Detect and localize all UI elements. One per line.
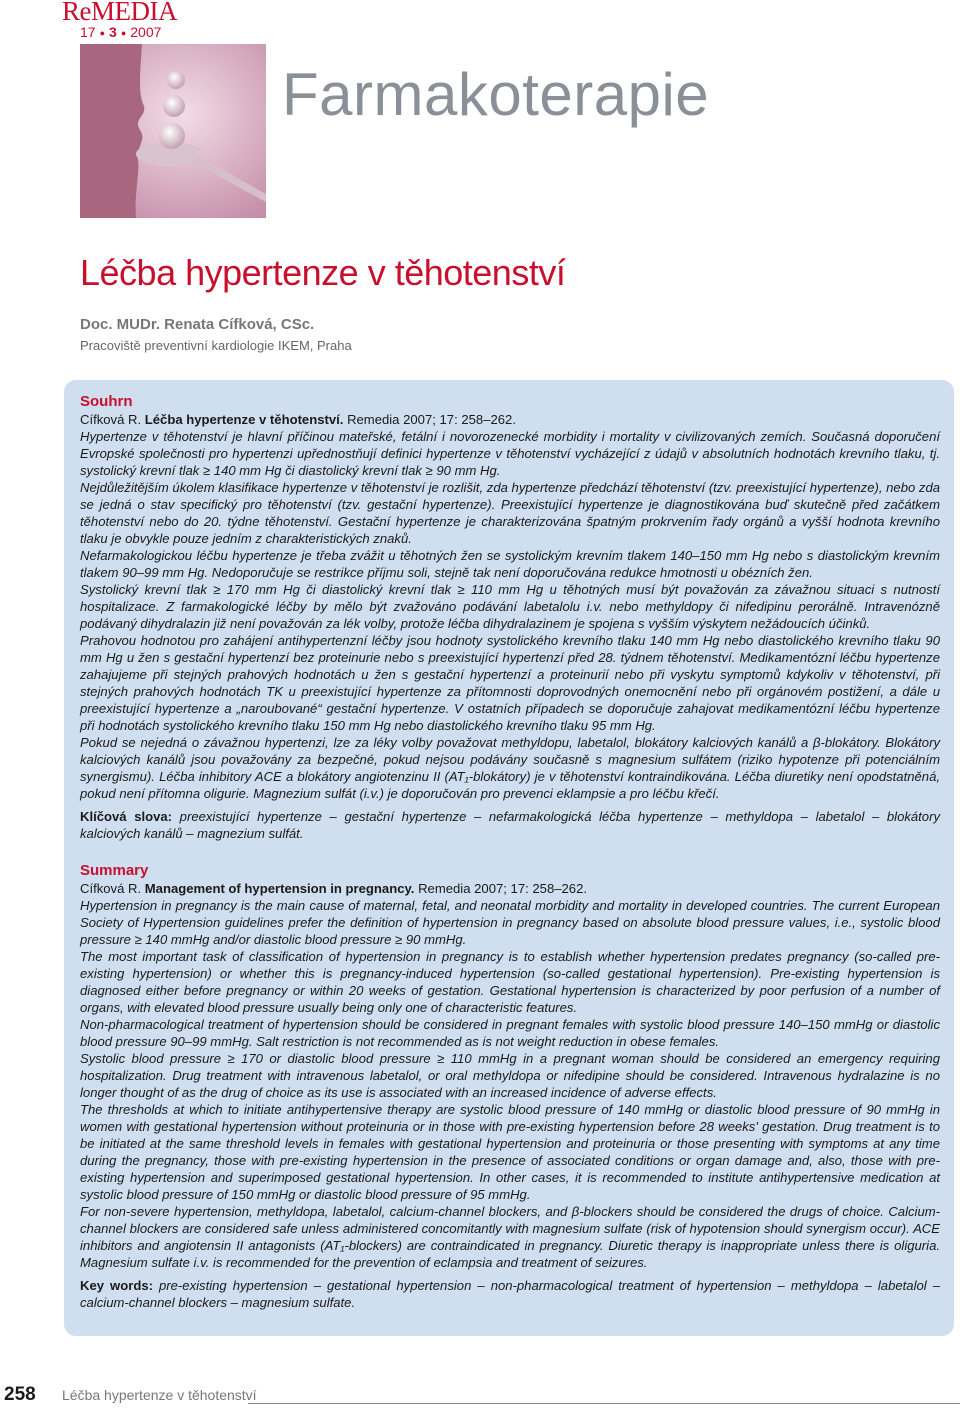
souhrn-citation (80, 411, 940, 428)
issue-number: 3 (109, 24, 117, 40)
summary-paragraph: Systolic blood pressure ≥ 170 or diastolic blood pressure ≥ 110 mmHg in a pregnant woman should be considered an emergency requiring hospitalization. Drug treatment with intravenous labetalol, or oral methyldopa or nifedipine should be considered. Intravenous hydralazine is no longer thought of as the drug of choice as its use is associated with an increased incidence of adverse effects. (80, 1051, 940, 1100)
summary-paragraph: The most important task of classification of hypertension in pregnancy is to establish whether hypertension predates pregnancy (so-called pre-existing hypertension) or whether this is pregnancy-induced hypertension (so-called gestational hypertension). Pre-existing hypertension is diagnosed either before pregnancy or within 20 weeks of gestation. Gestational hypertension is characterized by poor perfusion of a number of organs, with elevated blood pressure usually being only one of characteristic features. (80, 949, 940, 1015)
author-name: Doc. MUDr. Renata Cífková, CSc. (80, 316, 315, 333)
souhrn-paragraph: Prahovou hodnotou pro zahájení antihypertenzní léčby jsou hodnoty systolického krevního tlaku 140 mm Hg nebo diastolického krevního tlaku 90 mm Hg u žen s gestační hypertenzí bez proteinurie nebo s preexistující hypertenzí před 28. týdnem těhotenství. Medikamentózní léčbu hypertenze zahajujeme při stejných prahových hodnotách u žen s gestační hypertenzí a proteinurií nebo při vyskytu symptomů kdykoliv v těhotenství, při stejných prahových hodnotách TK u preexistující hypertenze za přítomnosti doprovodných onemocnění nebo při orgánovém postižení, a dále u preexistující hypertenze a „naroubované“ gestační hypertenze. V ostatních případech se doporučuje zahajovat medikamentózní léčbu hypertenze při hodnotách systolického krevního tlaku 150 mm Hg nebo diastolického krevního tlaku 95 mm Hg. (80, 633, 940, 733)
souhrn-paragraph: Nefarmakologickou léčbu hypertenze je třeba zvážit u těhotných žen se systolickým krevním tlakem 140–150 mm Hg nebo s diastolickým krevním tlakem 90–99 mm Hg. Nedoporučuje se restrikce příjmu soli, stejně tak není doporučována redukce hmotnosti u obézních žen. (80, 548, 940, 580)
souhrn-paragraph: Nejdůležitějším úkolem klasifikace hypertenze v těhotenství je rozlišit, zda hypertenze předchází těhotenství (tzv. preexistující hypertenze), nebo zda se jedná o stav specifický pro těhotenství (tzv. gestační hypertenze). Preexistující hypertenze je diagnostikována buď skutečně před začátkem těhotenství nebo do 20. týdne těhotenství. Gestační hypertenze je charakterizována špatným prokrvením řady orgánů a vyšší hodnota krevního tlaku je obvykle pouze jedním z charakteristických znaků. (80, 480, 941, 546)
summary-paragraph: The thresholds at which to initiate antihypertensive therapy are systolic blood pressure of 140 mmHg or diastolic blood pressure of 90 mmHg in women with gestational hypertension without proteinuria or in those with pre-existing hypertension before 28 weeks' gestation. Drug treatment is to be initiated at the same threshold levels in females with gestational hypertension and proteinuria or those presenting with symptoms at any time during the pregnancy, those with pre-existing hypertension in the presence of associated conditions or organ damage and, also, those with pre-existing hypertension and superimposed gestational hypertension. In other cases, it is recommended to institute antihypertensive medication at systolic blood pressure of 150 mmHg or diastolic blood pressure of 95 mmHg. (80, 1102, 940, 1202)
keywords-label: Key words: (80, 1278, 153, 1293)
spoon-face-illustration (80, 44, 266, 218)
issue-volume: 17 (80, 24, 96, 40)
keywords-text: preexistující hypertenze – gestační hypertenze – nefarmakologická léčba hypertenze – methyldopa – labetalol – blokátory kalciových kanálů – magnezium sulfát. (80, 809, 941, 841)
abstract-content (80, 393, 940, 1311)
souhrn-heading: Souhrn (80, 393, 133, 410)
bullet-icon: ● (99, 28, 106, 39)
summary-citation (80, 880, 940, 897)
footer-rule (248, 1403, 960, 1404)
bullet-icon: ● (120, 28, 127, 39)
citation-source: Remedia 2007; 17: 258–262. (347, 412, 516, 427)
summary-keywords (80, 1277, 940, 1311)
article-title: Léčba hypertenze v těhotenství (80, 252, 566, 293)
keywords-text: pre-existing hypertension – gestational hypertension – non-pharmacological treatment of hypertension – methyldopa – labetalol – calcium-channel blockers – magnesium sulfate. (80, 1278, 940, 1310)
running-head: Léčba hypertenze v těhotenství (62, 1387, 257, 1403)
author-affiliation: Pracoviště preventivní kardiologie IKEM, Praha (80, 338, 352, 353)
citation-title: Management of hypertension in pregnancy. (144, 881, 415, 896)
issue-year: 2007 (130, 24, 162, 40)
summary-paragraph: Non-pharmacological treatment of hypertension should be considered in pregnant females with systolic blood pressure 140–150 mmHg or diastolic blood pressure 90–99 mmHg. Salt restriction is not recommended as is not weight reduction in obese females. (80, 1017, 940, 1049)
citation-author: Cífková R. (80, 412, 142, 427)
summary-heading: Summary (80, 862, 149, 879)
citation-source: Remedia 2007; 17: 258–262. (418, 881, 587, 896)
souhrn-paragraph: Systolický krevní tlak ≥ 170 mm Hg či diastolický krevní tlak ≥ 110 mm Hg u těhotných musí být považován za závažnou situaci s nutností hospitalizace. Z farmakologické léčby by mělo být zvažováno podávání labetalolu i.v. nebo methyldopy či nifedipinu perorálně. Intravenózně podávaný dihydralazin již není považován za lék volby, protože léčba dihydralazinem je spojena s vyšším výskytem nežádoucích účinků. (80, 582, 940, 631)
page-number: 258 (4, 1384, 36, 1405)
souhrn-keywords (80, 808, 940, 842)
citation-title: Léčba hypertenze v těhotenství. (144, 412, 344, 427)
issue-info (80, 24, 161, 40)
summary-paragraph: For non-severe hypertension, methyldopa, labetalol, calcium-channel blockers, and β-blockers should be considered the drugs of choice. Calcium-channel blockers are considered safe unless administered concomitantly with magnesium sulfate (risk of hypotension should synergism occur). ACE inhibitors and angiotensin II antagonists (AT₁-blockers) are contraindicated in pregnancy. Diuretic therapy is inappropriate unless there is oliguria. Magnesium sulfate i.v. is recommended for the prevention of eclampsia and treatment of seizures. (80, 1204, 940, 1270)
souhrn-paragraph: Hypertenze v těhotenství je hlavní příčinou mateřské, fetální i novorozenecké morbidity i mortality v civilizovaných zemích. Současná doporučení Evropské společnosti pro hypertenzi upřednostňují definici hypertenze v těhotenství vycházející z údajů v absolutních hodnotách krevního tlaku, tj. systolický krevní tlak ≥ 140 mm Hg či diastolický krevní tlak ≥ 90 mm Hg. (80, 429, 940, 478)
citation-author: Cífková R. (80, 881, 142, 896)
summary-paragraph: Hypertension in pregnancy is the main cause of maternal, fetal, and neonatal morbidity and mortality in developed countries. The current European Society of Hypertension guidelines prefer the definition of hypertension in pregnancy based on absolute blood pressure values, i.e., systolic blood pressure ≥ 140 mmHg and/or diastolic blood pressure ≥ 90 mmHg. (80, 898, 940, 947)
journal-logo: ReMEDIA (62, 0, 177, 26)
keywords-label: Klíčová slova: (80, 809, 173, 824)
section-title: Farmakoterapie (282, 61, 710, 128)
souhrn-paragraph: Pokud se nejedná o závažnou hypertenzi, lze za léky volby považovat methyldopu, labetalol, blokátory kalciových kanálů a β-blokátory. Blokátory kalciových kanálů jsou považovány za bezpečné, pokud nejsou podávány současně s magnesium sulfátem (riziko hypotenze při potenciálním synergismu). Léčba inhibitory ACE a blokátory angiotenzinu II (AT₁-blokátory) je v těhotenství kontraindikována. Léčba diuretiky není opodstatněná, pokud není přítomna oligurie. Magnezium sulfát (i.v.) je doporučován pro prevenci eklampsie a pro léčbu křečí. (80, 735, 940, 801)
